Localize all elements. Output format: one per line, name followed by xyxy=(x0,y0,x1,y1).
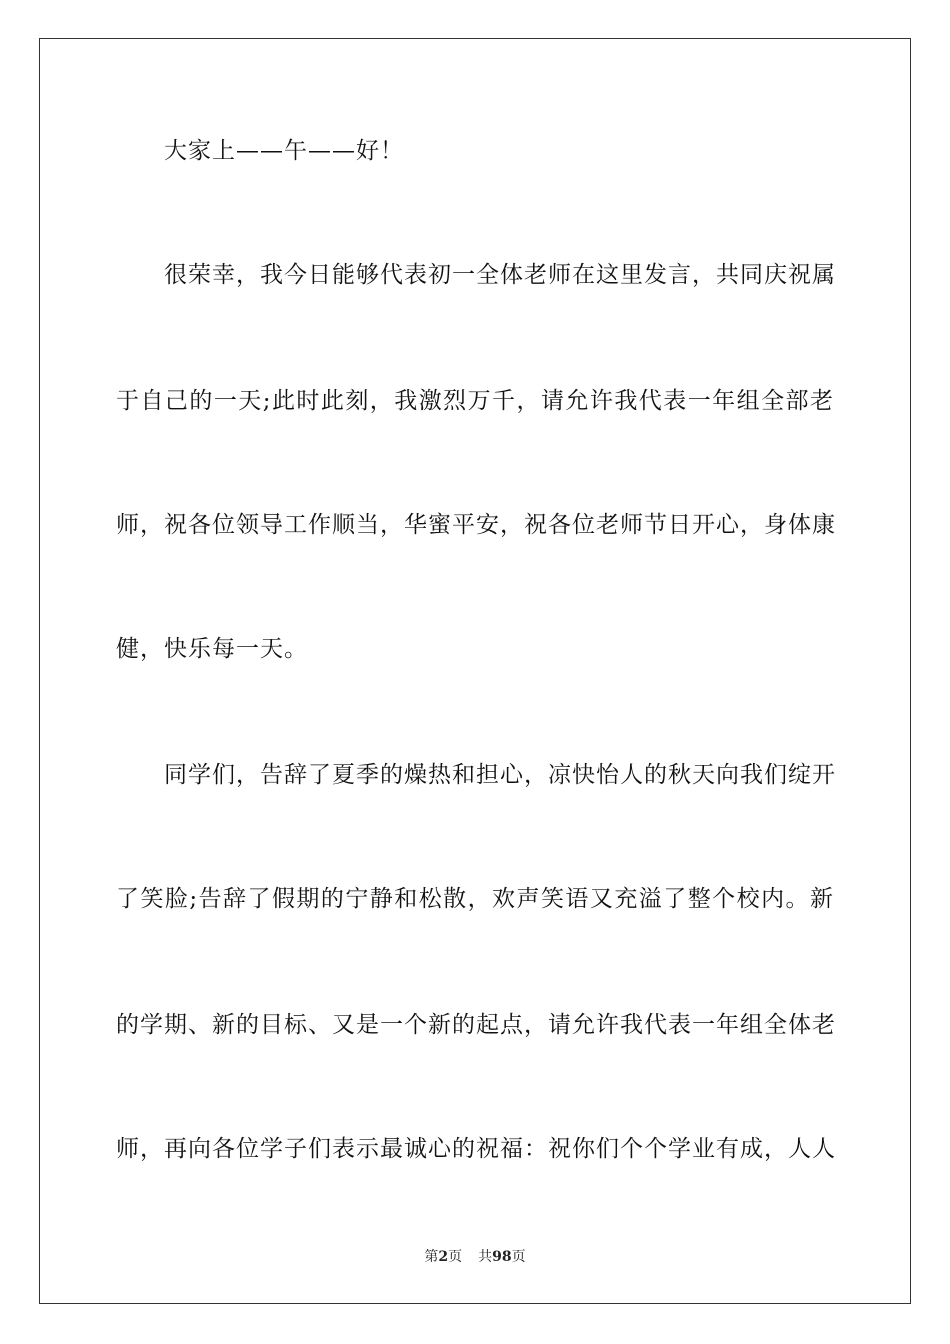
paragraph-2-line-2: 了笑脸;告辞了假期的宁静和松散，欢声笑语又充溢了整个校内。新 xyxy=(116,886,834,912)
paragraph-1-line-2: 于自己的一天;此时此刻，我激烈万千，请允许我代表一年组全部老 xyxy=(116,388,834,414)
page-number: 2 xyxy=(438,1249,449,1265)
page-footer xyxy=(0,1248,950,1266)
total-pages: 98 xyxy=(492,1249,512,1265)
paragraph-2-line-4: 师，再向各位学子们表示最诚心的祝福：祝你们个个学业有成，人人 xyxy=(116,1136,836,1162)
paragraph-2-line-1: 同学们，告辞了夏季的燥热和担心，凉快怡人的秋天向我们绽开 xyxy=(164,762,836,788)
page-suffix: 页 xyxy=(448,1249,463,1265)
paragraph-1-line-3: 师，祝各位领导工作顺当，华蜜平安，祝各位老师节日开心，身体康 xyxy=(116,512,836,538)
greeting-line: 大家上——午——好！ xyxy=(164,138,404,164)
paragraph-1-line-4: 健，快乐每一天。 xyxy=(116,636,308,662)
total-suffix: 页 xyxy=(511,1249,526,1265)
paragraph-2-line-3: 的学期、新的目标、又是一个新的起点，请允许我代表一年组全体老 xyxy=(116,1012,836,1038)
page-prefix: 第 xyxy=(424,1249,439,1265)
page-frame xyxy=(39,38,911,1304)
paragraph-1-line-1: 很荣幸，我今日能够代表初一全体老师在这里发言，共同庆祝属 xyxy=(164,262,836,288)
total-prefix: 共 xyxy=(478,1249,493,1265)
